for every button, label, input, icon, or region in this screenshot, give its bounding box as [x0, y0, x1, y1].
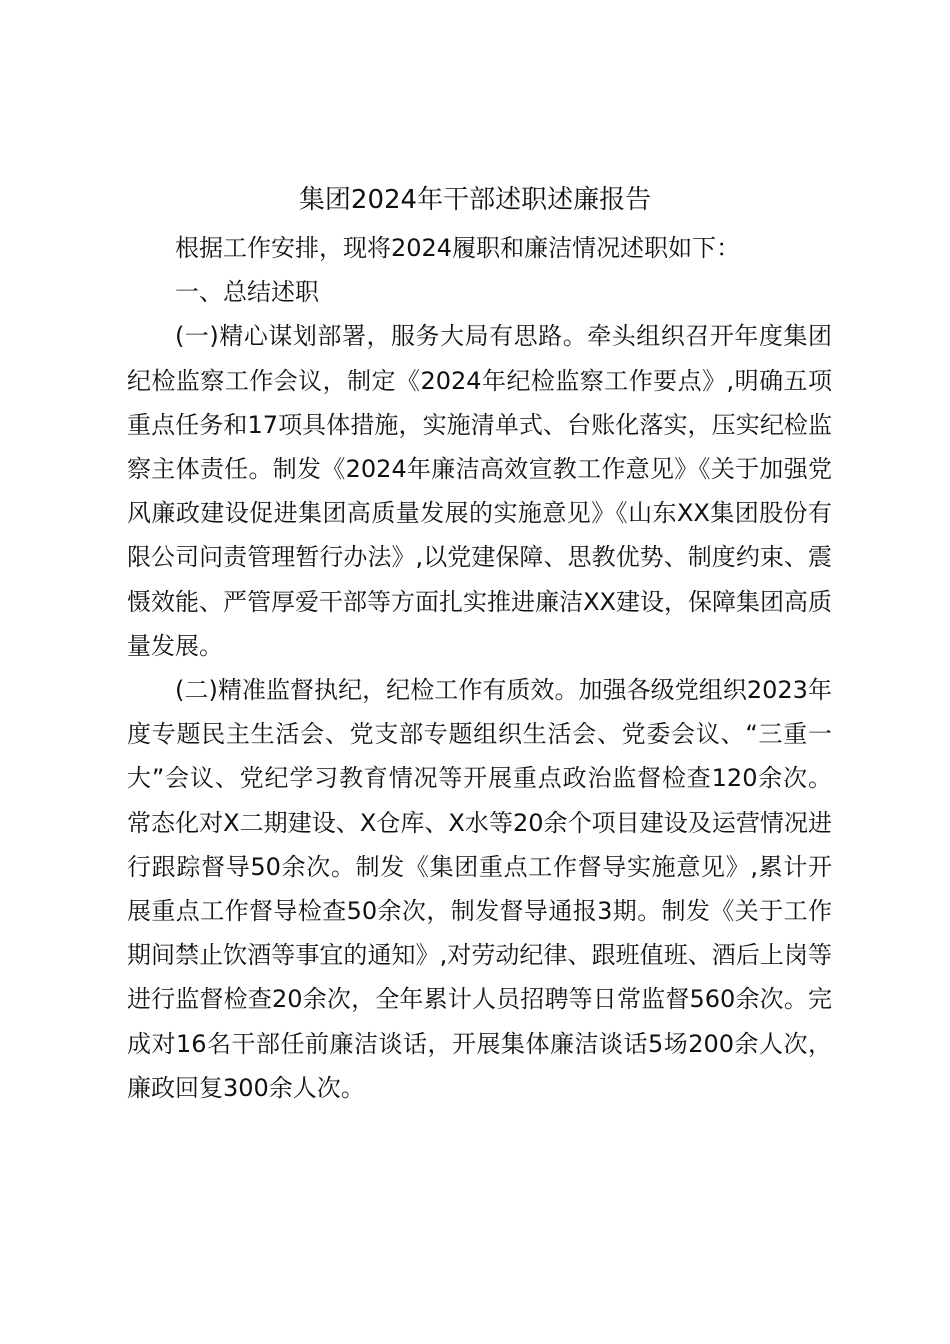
section-heading: 一、总结述职: [175, 278, 319, 307]
document-body: [127, 226, 832, 1110]
body-paragraph-1: (一)精心谋划部署，服务大局有思路。牵头组织召开年度集团纪检监察工作会议，制定《2024年纪检监察工作要点》,明确五项重点任务和17项具体措施，实施清单式、台账化落实，压实纪检监察主体责任。制发《2024年廉洁高效宣教工作意见》《关于加强党风廉政建设促进集团高质量发展的实施意见》《山东XX集团股份有限公司问责管理暂行办法》,以党建保障、思教优势、制度约束、震慑效能、严管厚爱干部等方面扎实推进廉洁XX建设，保障集团高质量发展。: [127, 322, 832, 660]
body-paragraph-2: (二)精准监督执纪，纪检工作有质效。加强各级党组织2023年度专题民主生活会、党支部专题组织生活会、党委会议、“三重一大”会议、党纪学习教育情况等开展重点政治监督检查120余次。常态化对X二期建设、X仓库、X水等20余个项目建设及运营情况进行跟踪督导50余次。制发《集团重点工作督导实施意见》,累计开展重点工作督导检查50余次，制发督导通报3期。制发《关于工作期间禁止饮酒等事宜的通知》,对劳动纪律、跟班值班、酒后上岗等进行监督检查20余次，全年累计人员招聘等日常监督560余次。完成对16名干部任前廉洁谈话，开展集体廉洁谈话5场200余人次，廉政回复300余人次。: [127, 676, 832, 1102]
document-title: 集团2024年干部述职述廉报告: [298, 185, 652, 215]
intro-paragraph: 根据工作安排，现将2024履职和廉洁情况述职如下：: [175, 234, 741, 262]
